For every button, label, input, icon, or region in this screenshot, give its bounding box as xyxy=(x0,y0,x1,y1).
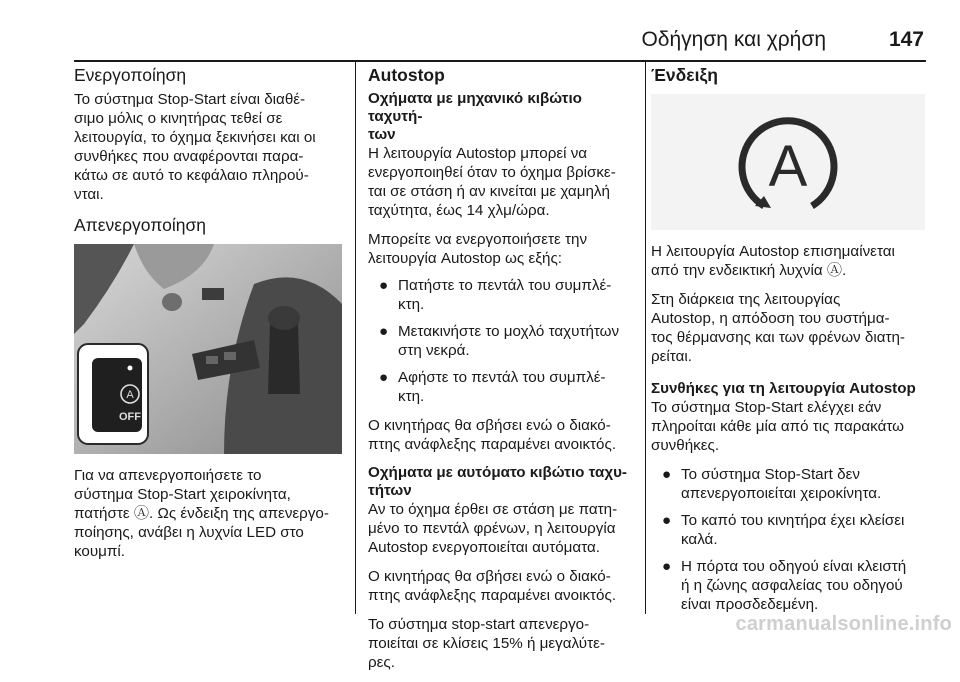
text-line: είναι προσδεδεμένη. xyxy=(681,596,819,613)
text-line: συνθήκες. xyxy=(651,437,720,454)
bullet-item xyxy=(368,368,636,406)
indicator-paragraph-1 xyxy=(651,242,929,280)
column-left xyxy=(74,62,342,571)
indicator-paragraph-2 xyxy=(651,290,929,366)
text-line: σιμο μόλις ο κινητήρας τεθεί σε xyxy=(74,110,283,127)
text-line: από την ενδεικτική λυχνία Ⓐ. xyxy=(651,262,847,279)
text-line: νται. xyxy=(74,186,104,203)
bullet-dot: ● xyxy=(379,369,389,386)
text-line: Στη διάρκεια της λειτουργίας xyxy=(651,291,841,308)
autostop-paragraph-6 xyxy=(368,615,636,672)
column-divider xyxy=(645,62,646,614)
autostop-paragraph-1 xyxy=(368,144,636,220)
column-divider xyxy=(355,62,356,614)
heading-autostop: Autostop xyxy=(368,65,445,85)
text-line: Αν το όχημα έρθει σε στάση με πατη- xyxy=(368,501,618,518)
page-header xyxy=(74,26,926,56)
text-line: κουμπί. xyxy=(74,543,125,560)
text-line: ρες. xyxy=(368,654,395,671)
text-line: Ο κινητήρας θα σβήσει ενώ ο διακό- xyxy=(368,417,611,434)
conditions-list xyxy=(651,465,929,614)
deactivation-paragraph xyxy=(74,466,342,561)
text-line: Η πόρτα του οδηγού είναι κλειστή xyxy=(681,558,907,575)
text-line: Autostop, η απόδοση του συστήμα- xyxy=(651,310,890,327)
text-line: στη νεκρά. xyxy=(398,342,470,359)
text-line: Οχήματα με μηχανικό κιβώτιο ταχυτή- xyxy=(368,90,582,125)
autostop-paragraph-3 xyxy=(368,416,636,454)
text-line: Το καπό του κινητήρα έχει κλείσει xyxy=(681,512,905,529)
bullet-item xyxy=(368,276,636,314)
text-line: τος θέρμανσης και των φρένων διατη- xyxy=(651,329,905,346)
text-line: Μετακινήστε το μοχλό ταχυτήτων xyxy=(398,323,620,340)
subheading-conditions: Συνθήκες για τη λειτουργία Autostop xyxy=(651,380,916,397)
subheading-manual-gearbox xyxy=(368,90,636,144)
text-line: ποιείται σε κλίσεις 15% ή μεγαλύτε- xyxy=(368,635,605,652)
text-line: πτης ανάφλεξης παραμένει ανοικτός. xyxy=(368,436,617,453)
text-line: τήτων xyxy=(368,482,412,499)
bullet-dot: ● xyxy=(379,323,389,340)
autostop-paragraph-2 xyxy=(368,230,636,268)
text-line: συνθήκες που αναφέρονται παρα- xyxy=(74,148,304,165)
text-line: Ο κινητήρας θα σβήσει ενώ ο διακό- xyxy=(368,568,611,585)
text-line: ταχύτητα, έως 14 χλμ/ώρα. xyxy=(368,202,550,219)
heading-indicator: Ένδειξη xyxy=(651,65,718,85)
autostop-paragraph-4 xyxy=(368,500,636,557)
text-line: καλά. xyxy=(681,531,718,548)
text-line: ται σε στάση ή αν κινείται με χαμηλή xyxy=(368,183,610,200)
text-line: Η λειτουργία Autostop μπορεί να xyxy=(368,145,588,162)
conditions-paragraph xyxy=(651,398,929,455)
text-line: πληροίται κάθε μία από τις παρακάτω xyxy=(651,418,905,435)
svg-text:A: A xyxy=(126,389,134,401)
text-line: Το σύστημα Stop-Start δεν xyxy=(681,466,860,483)
text-line: λειτουργία, το όχημα ξεκινήσει και οι xyxy=(74,129,316,146)
bullet-dot: ● xyxy=(379,277,389,294)
section-title: Οδήγηση και χρήση xyxy=(641,28,826,51)
text-line: πτης ανάφλεξης παραμένει ανοικτός. xyxy=(368,587,617,604)
text-line: ενεργοποιηθεί όταν το όχημα βρίσκε- xyxy=(368,164,616,181)
autostop-indicator-icon xyxy=(651,94,925,230)
bullet-item xyxy=(651,557,929,614)
bullet-dot: ● xyxy=(662,558,672,575)
indicator-letter: A xyxy=(768,134,808,199)
photo-off-label: OFF xyxy=(119,411,141,423)
text-line: ή η ζώνης ασφαλείας του οδηγού xyxy=(681,577,903,594)
column-right xyxy=(651,62,929,624)
text-line: Το σύστημα Stop-Start ελέγχει εάν xyxy=(651,399,882,416)
page-number: 147 xyxy=(888,28,924,51)
text-line: μένο το πεντάλ φρένων, η λειτουργία xyxy=(368,520,616,537)
bullet-item xyxy=(368,322,636,360)
watermark: carmanualsonline.info xyxy=(735,613,952,635)
text-line: λειτουργία Autostop ως εξής: xyxy=(368,250,563,267)
stop-start-button-photo xyxy=(74,244,342,454)
heading-activation: Ενεργοποίηση xyxy=(74,65,187,85)
heading-deactivation: Απενεργοποίηση xyxy=(74,215,207,235)
text-line: σύστημα Stop-Start χειροκίνητα, xyxy=(74,486,291,503)
activation-paragraph xyxy=(74,90,342,204)
column-middle xyxy=(368,62,636,682)
bullet-item xyxy=(651,465,929,503)
text-line: ρείται. xyxy=(651,348,692,365)
text-line: Μπορείτε να ενεργοποιήσετε την xyxy=(368,231,588,248)
manual-steps-list xyxy=(368,276,636,406)
text-line: Για να απενεργοποιήσετε το xyxy=(74,467,262,484)
text-line: Πατήστε το πεντάλ του συμπλέ- xyxy=(398,277,612,294)
text-line: Οχήματα με αυτόματο κιβώτιο ταχυ- xyxy=(368,464,627,481)
text-line: κάτω σε αυτό το κεφάλαιο πληρού- xyxy=(74,167,309,184)
text-line: Αφήστε το πεντάλ του συμπλέ- xyxy=(398,369,606,386)
autostop-paragraph-5 xyxy=(368,567,636,605)
text-line: ποίησης, ανάβει η λυχνία LED στο xyxy=(74,524,304,541)
text-line: πατήστε Ⓐ. Ως ένδειξη της απενεργο- xyxy=(74,505,329,522)
text-line: απενεργοποιείται χειροκίνητα. xyxy=(681,485,882,502)
text-line: Το σύστημα Stop-Start είναι διαθέ- xyxy=(74,91,306,108)
text-line: Το σύστημα stop-start απενεργο- xyxy=(368,616,590,633)
text-line: Η λειτουργία Autostop επισημαίνεται xyxy=(651,243,895,260)
text-line: κτη. xyxy=(398,296,425,313)
bullet-dot: ● xyxy=(662,466,672,483)
text-line: Autostop ενεργοποιείται αυτόματα. xyxy=(368,539,601,556)
text-line: κτη. xyxy=(398,388,425,405)
text-line: των xyxy=(368,126,396,143)
subheading-automatic-gearbox xyxy=(368,464,636,500)
bullet-item xyxy=(651,511,929,549)
bullet-dot: ● xyxy=(662,512,672,529)
